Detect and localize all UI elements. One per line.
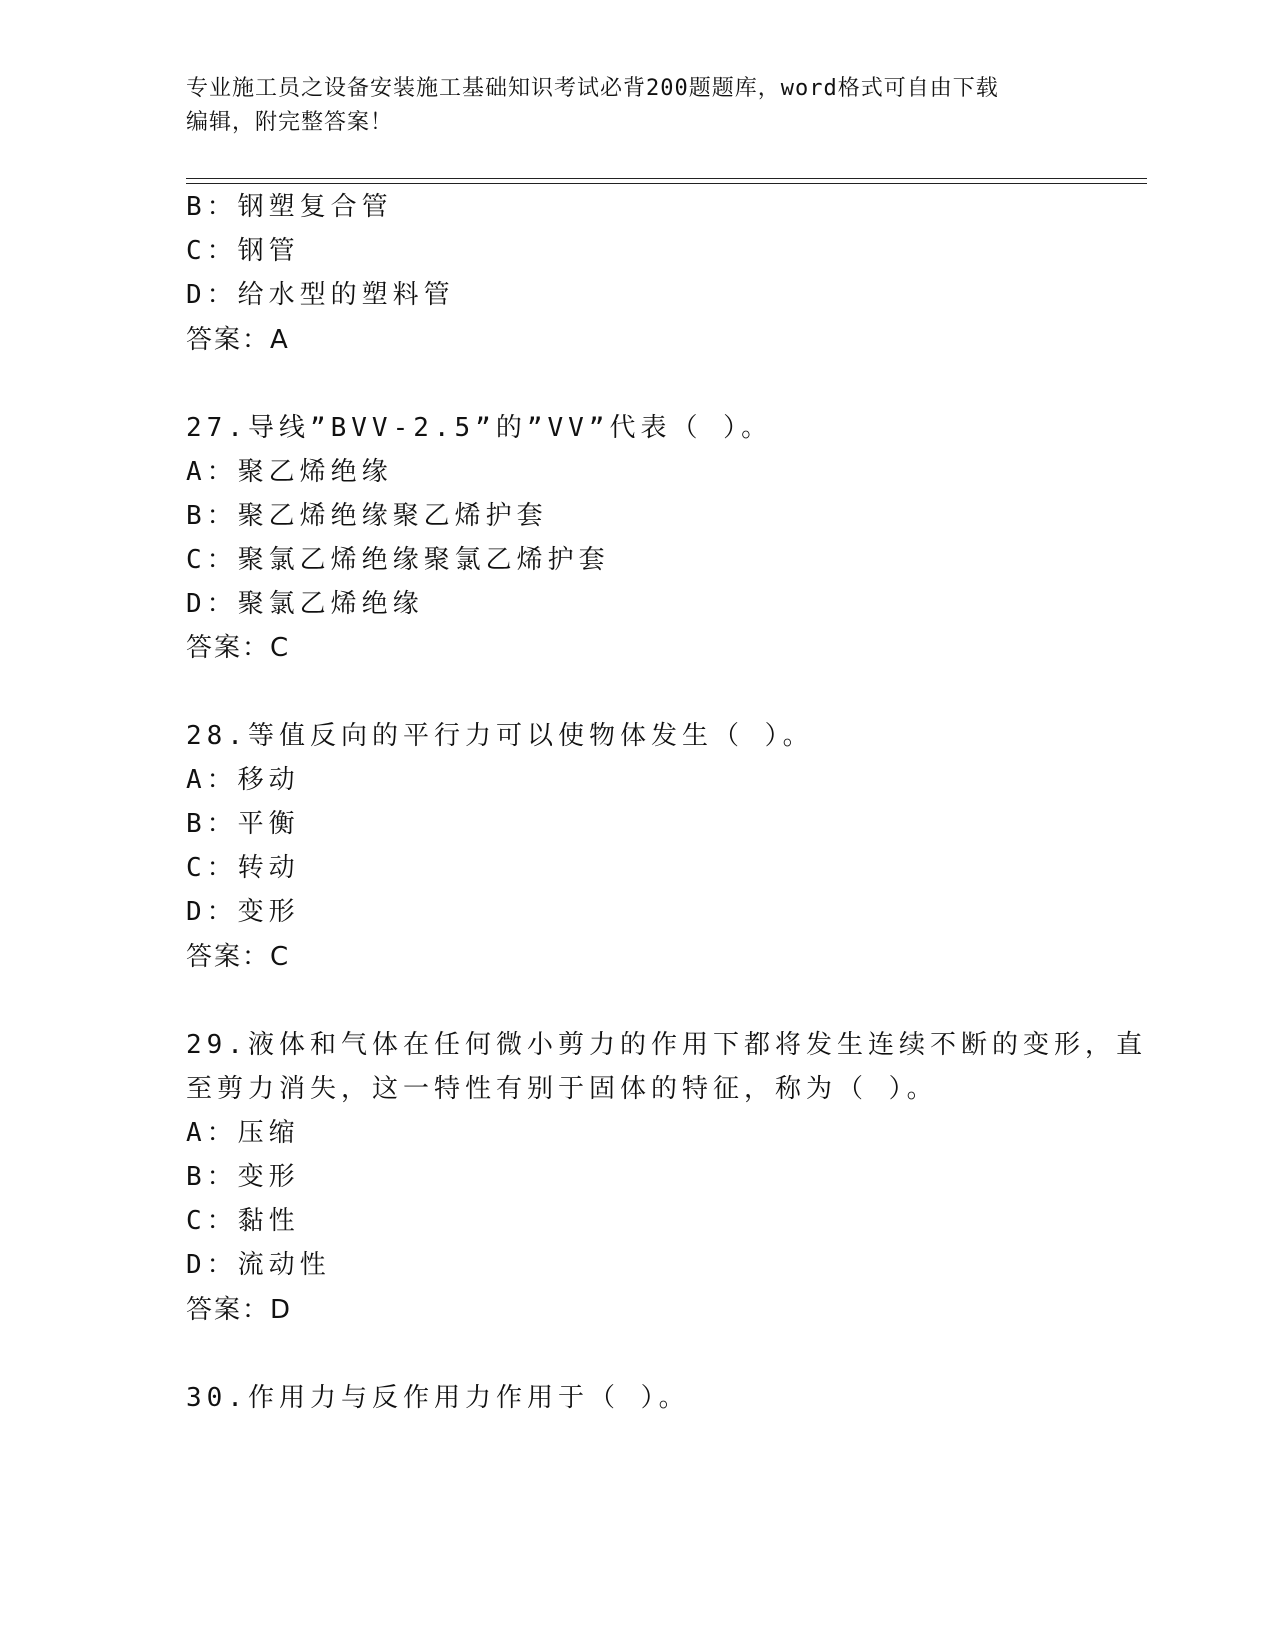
q27-option-a: A：聚乙烯绝缘 [186,457,393,487]
q27-answer: 答案：C [186,633,291,663]
q29-option-c: C：黏性 [186,1206,300,1236]
q27-question: 27.导线”BVV-2.5”的”VV”代表（ ）。 [186,413,773,443]
q26-option-d: D：给水型的塑料管 [186,280,455,310]
q26-answer: 答案：A [186,325,290,355]
q29-option-b: B：变形 [186,1162,300,1192]
header-title-line-1: 专业施工员之设备安装施工基础知识考试必背200题题库，word格式可自由下载 [186,76,999,101]
q26-option-b: B：钢塑复合管 [186,192,393,222]
q27-option-d: D：聚氯乙烯绝缘 [186,589,424,619]
header-divider-bottom [186,183,1147,184]
q28-option-b: B：平衡 [186,809,300,839]
q27-option-c: C：聚氯乙烯绝缘聚氯乙烯护套 [186,545,610,575]
header-title-line-2: 编辑，附完整答案！ [186,110,394,135]
q29-option-d: D：流动性 [186,1250,331,1280]
q28-option-a: A：移动 [186,765,300,795]
q28-option-d: D：变形 [186,897,300,927]
header-divider-top [186,178,1147,179]
q28-answer: 答案：C [186,942,291,972]
q28-question: 28.等值反向的平行力可以使物体发生（ ）。 [186,721,814,751]
q27-option-b: B：聚乙烯绝缘聚乙烯护套 [186,501,548,531]
q26-option-c: C：钢管 [186,236,300,266]
q29-question-line-1: 29.液体和气体在任何微小剪力的作用下都将发生连续不断的变形，直 [186,1030,1147,1060]
q28-option-c: C：转动 [186,853,300,883]
q29-option-a: A：压缩 [186,1118,300,1148]
q29-question-line-2: 至剪力消失，这一特性有别于固体的特征，称为（ ）。 [186,1074,938,1104]
q29-answer: 答案：D [186,1295,293,1325]
q30-question: 30.作用力与反作用力作用于（ ）。 [186,1383,690,1413]
page-header [186,72,1086,140]
